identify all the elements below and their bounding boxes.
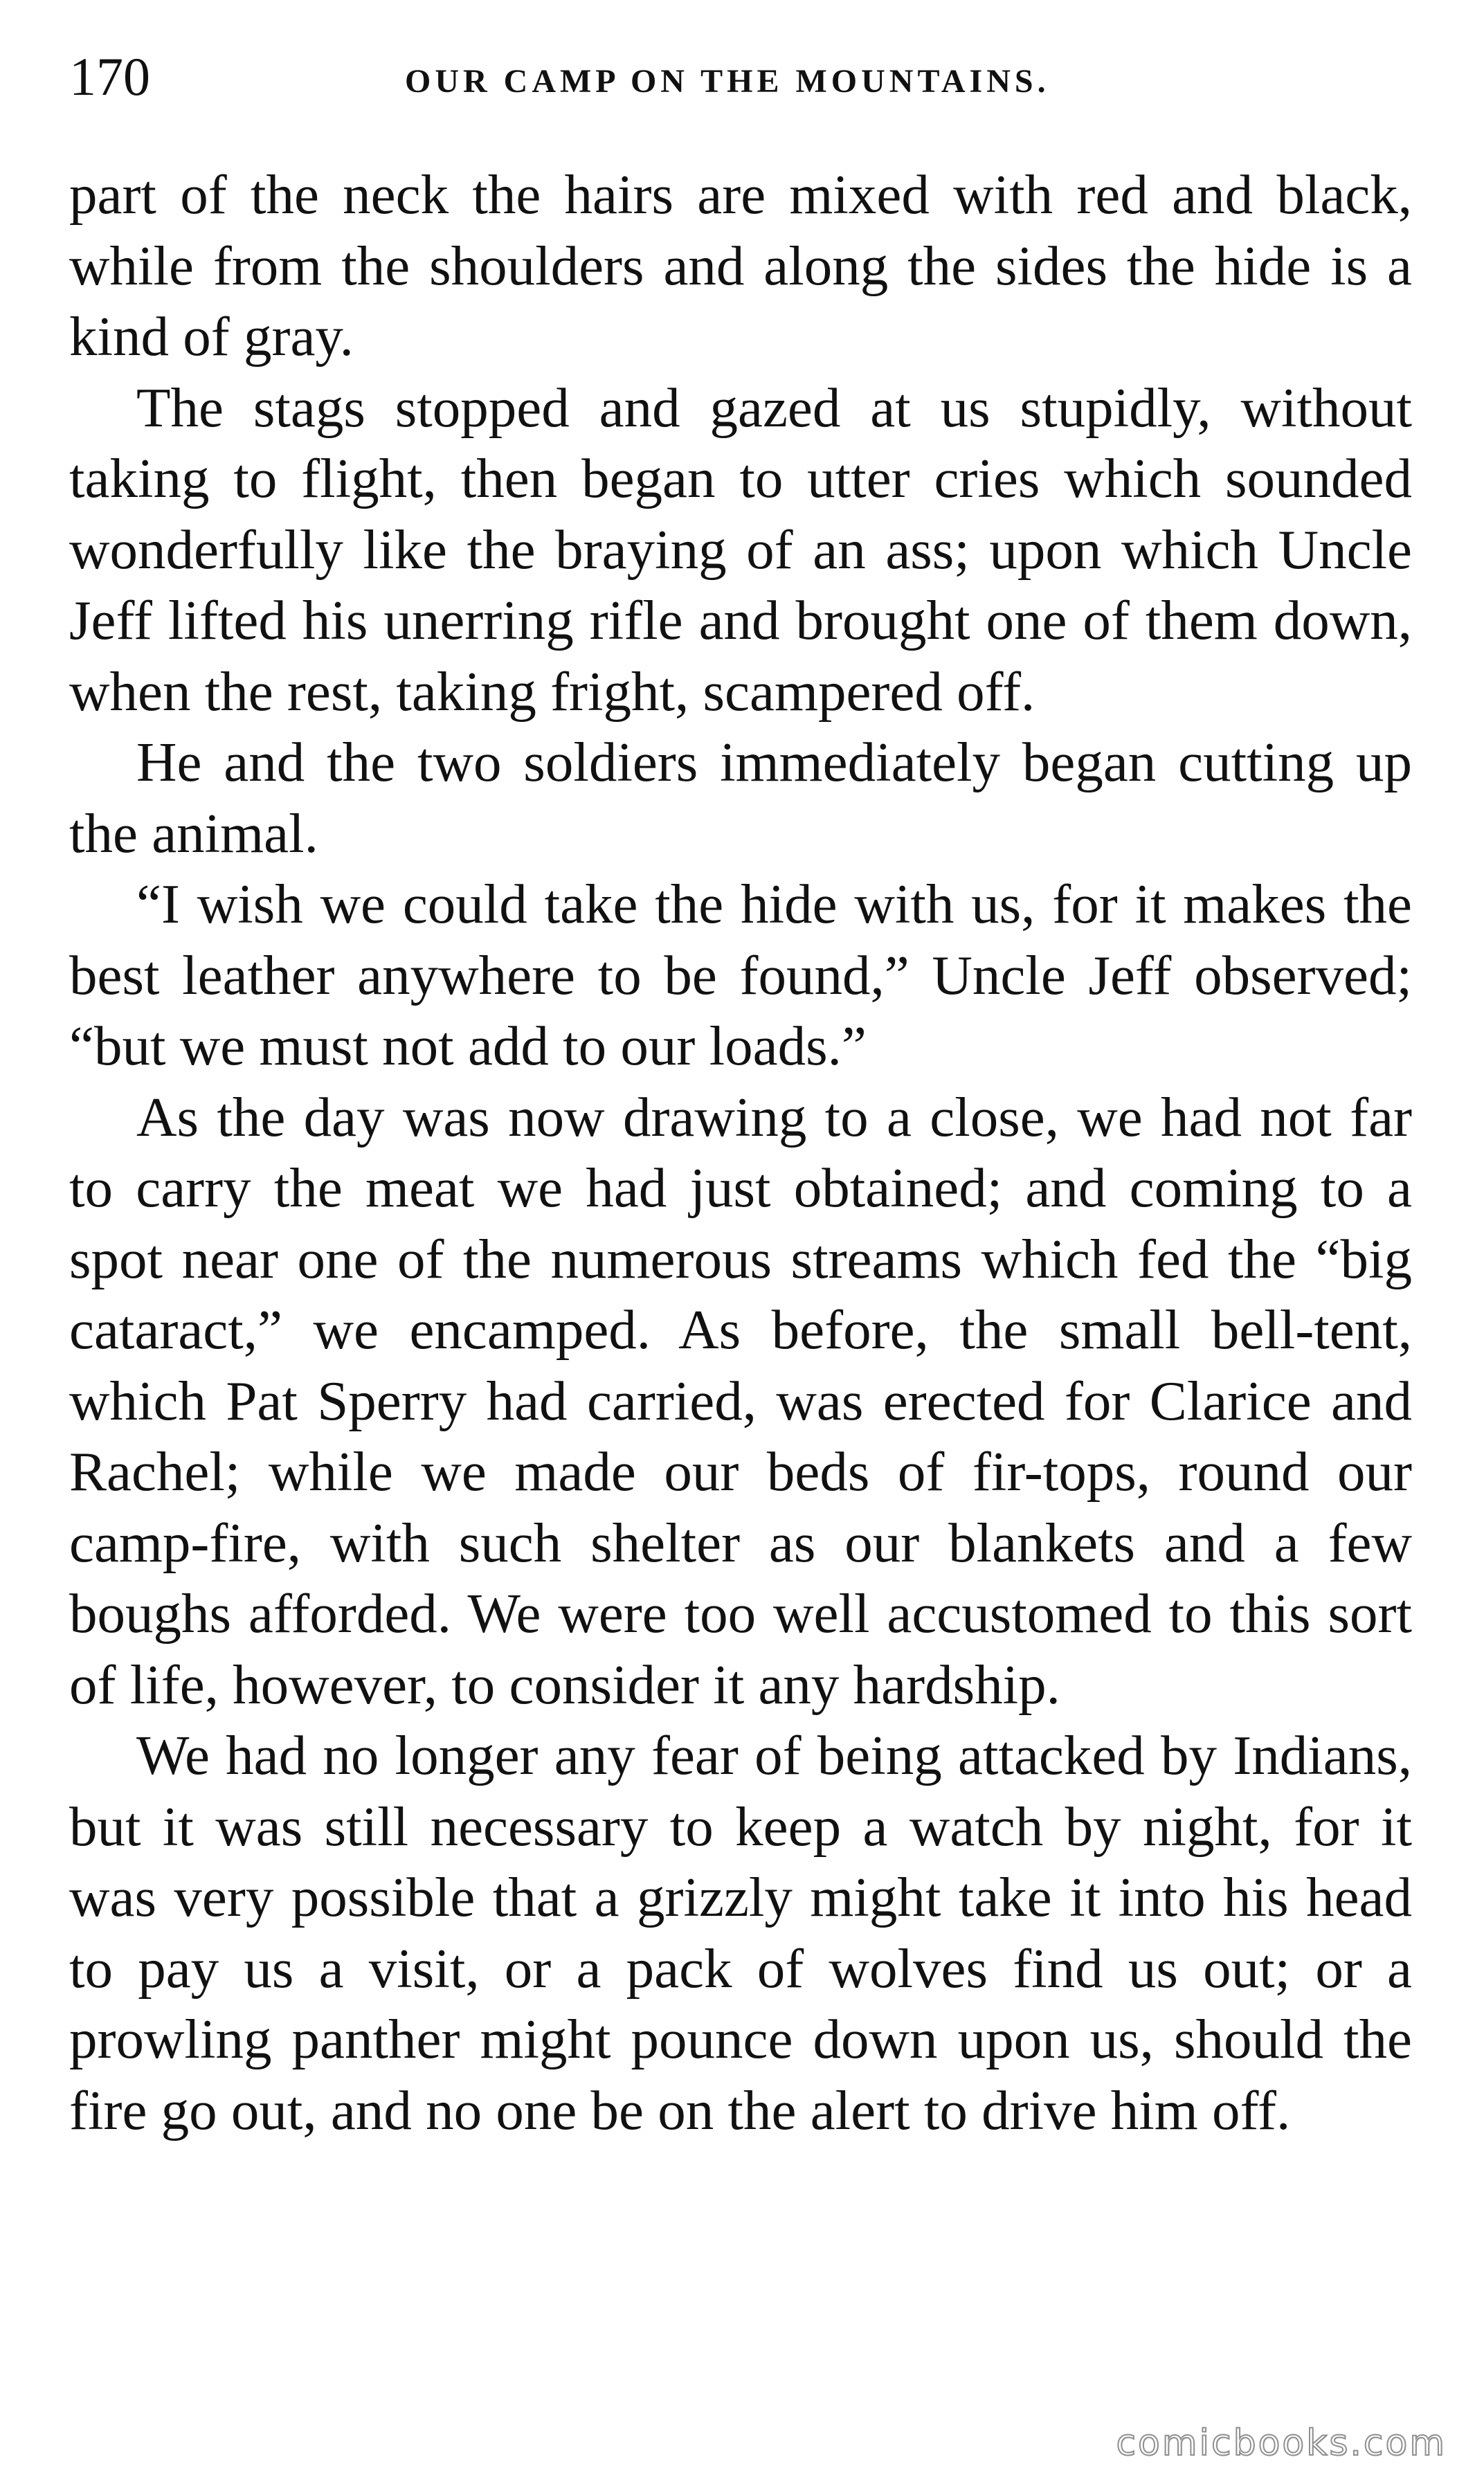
paragraph: The stags stopped and gazed at us stupidly, without taking to flight, then began to utter cries which sounded wonderfully like the braying of an ass; upon which Uncle Jeff lifted his unerring rifle and brought one of them down, when the rest, taking fright, scampered off. (69, 376, 1412, 723)
page-number: 170 (69, 46, 150, 107)
paragraph: “I wish we could take the hide with us, for it makes the best leather anywhere to be found,” Uncle Jeff observed; “but we must not add to our loads.” (69, 873, 1412, 1077)
running-head (69, 39, 1412, 115)
paragraph: He and the two soldiers immediately began cutting up the animal. (69, 731, 1412, 864)
watermark: comicbooks.com (1116, 2422, 1447, 2464)
paragraph-continuation: part of the neck the hairs are mixed with red and black, while from the shoulders and along the sides the hide is a kind of gray. (69, 163, 1412, 368)
running-title: OUR CAMP ON THE MOUNTAINS. (405, 63, 1050, 100)
paragraph: As the day was now drawing to a close, we had not far to carry the meat we had just obtained; and coming to a spot near one of the numerous streams which fed the “big cataract,” we encamped. As before, the small bell-tent, which Pat Sperry had carried, was erected for Clarice and Rachel; while we made our beds of fir-tops, round our camp-fire, with such shelter as our blankets and a few boughs afforded. We were too well accustomed to this sort of life, however, to consider it any hardship. (69, 1085, 1412, 1716)
paragraph: We had no longer any fear of being attacked by Indians, but it was still necessary to keep a watch by night, for it was very possible that a grizzly might take it into his head to pay us a visit, or a pack of wolves find us out; or a prowling panther might pounce down upon us, should the fire go out, and no one be on the alert to drive him off. (69, 1724, 1412, 2141)
body-text (69, 159, 1412, 2146)
